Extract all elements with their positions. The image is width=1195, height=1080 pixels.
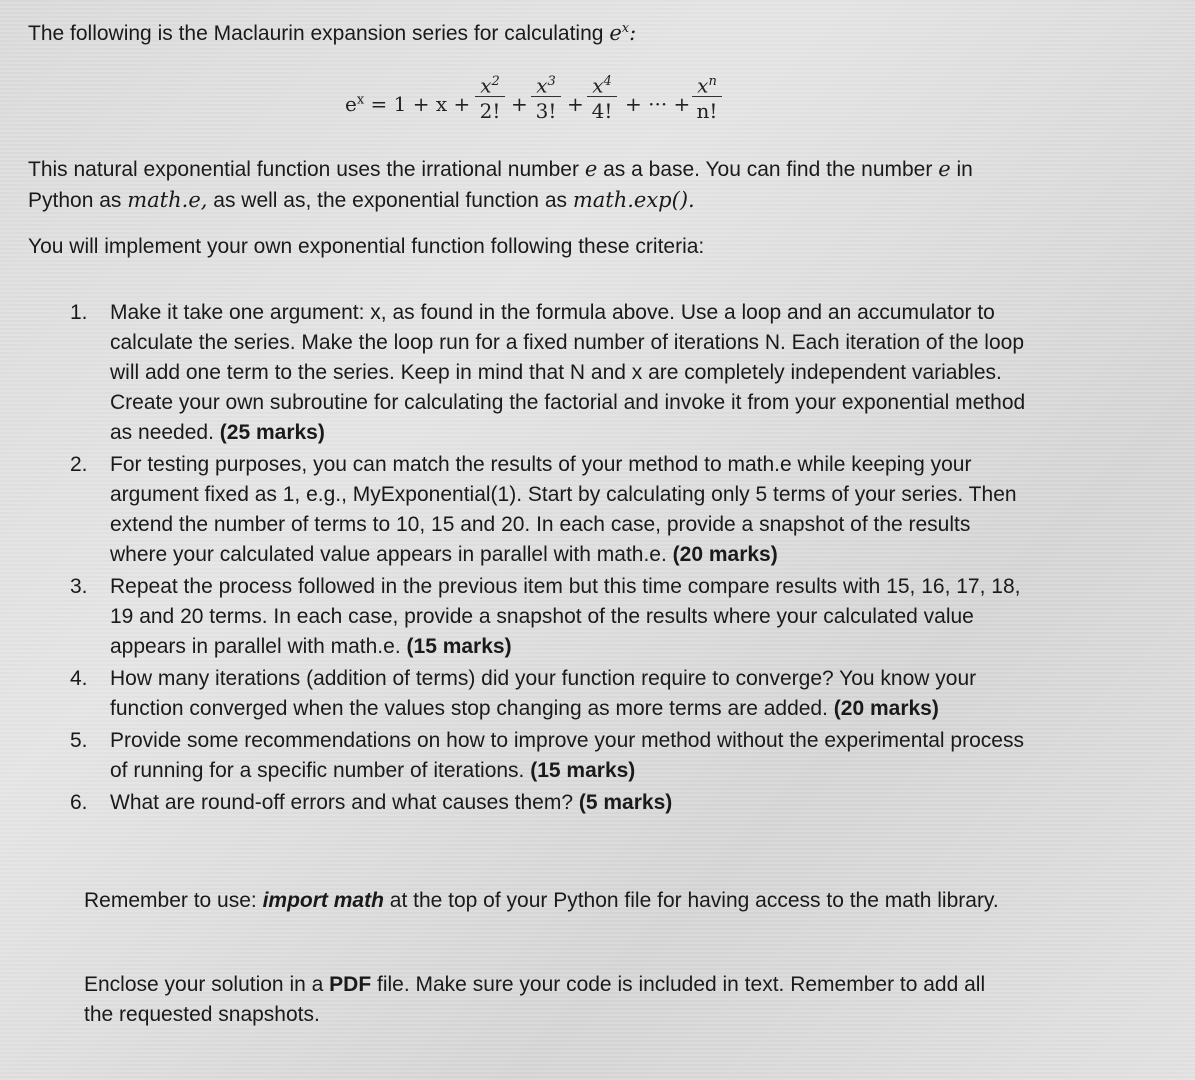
remember-post: at the top of your Python file for having access to the math library.: [389, 889, 999, 912]
desc-part2: as a base. You can find the number: [603, 158, 933, 181]
remember-import: import math: [262, 889, 384, 912]
criteria-number: 3.: [70, 575, 88, 598]
desc-part1: This natural exponential function uses the irrational number: [28, 158, 579, 181]
criteria-marks: (20 marks): [833, 697, 939, 720]
term-3-denominator: 3!: [535, 99, 557, 123]
term-3-numerator: $x^3$: [536, 73, 556, 98]
intro-text: The following is the Maclaurin expansion series for calculating: [28, 22, 604, 45]
intro-line: [28, 14, 636, 49]
criteria-number: 6.: [70, 791, 88, 814]
criteria-item: [70, 726, 1030, 786]
criteria-item: [70, 450, 1030, 570]
criteria-number: 2.: [70, 453, 88, 476]
formula-term-2: [473, 70, 507, 123]
desc-e: e: [584, 157, 598, 181]
criteria-text: Provide some recommendations on how to improve your method without the experimental process of running for a specific number of iterations.: [110, 729, 1024, 782]
intro-expr: $e^x$:: [609, 21, 637, 45]
maclaurin-formula: [345, 70, 745, 140]
criteria-lead: You will implement your own exponential function following these criteria:: [28, 235, 705, 258]
desc-e-2: e: [938, 157, 951, 181]
desc-part4: as well as, the exponential function as: [213, 189, 567, 212]
criteria-text: Repeat the process followed in the previous item but this time compare results with 15, 16, 17, 18, 19 and 20 terms. In each case, provide a snapshot of the results where your calculated value appears in parallel with math.e.: [110, 575, 1021, 658]
enclose-note: [84, 970, 1014, 1030]
desc-math-exp: math.exp().: [572, 188, 695, 212]
enclose-pre: Enclose your solution in a: [84, 973, 324, 996]
term-2-denominator: 2!: [479, 99, 501, 123]
term-4-numerator: $x^4$: [592, 73, 612, 98]
criteria-text: For testing purposes, you can match the results of your method to math.e while keeping your argument fixed as 1, e.g., MyExponential(1). Start by calculating only 5 terms of your series. Then extend the number of terms to 10, 15 and 20. In each case, provide a snapshot of the results where your calculated value appears in parallel with math.e.: [110, 453, 1017, 566]
formula-ellipsis: + ··· +: [625, 92, 691, 116]
formula-term-4: [585, 70, 619, 123]
criteria-number: 1.: [70, 301, 88, 324]
criteria-marks: (15 marks): [406, 635, 512, 658]
enclose-pdf: PDF: [329, 973, 372, 996]
criteria-text: Make it take one argument: x, as found in the formula above. Use a loop and an accumulator to calculate the series. Make the loop run for a fixed number of iterations N. Each iteration of the loop will add one term to the series. Keep in mind that N and x are completely independent variables. Create your own subroutine for calculating the factorial and invoke it from your exponential method as needed.: [110, 301, 1026, 444]
criteria-text: How many iterations (addition of terms) did your function require to converge? You know your function converged when the values stop changing as more terms are added.: [110, 667, 977, 720]
criteria-marks: (15 marks): [530, 759, 636, 782]
term-4-denominator: 4!: [591, 99, 613, 123]
formula-plus-1: +: [511, 92, 528, 116]
desc-part3: in Python as: [28, 158, 973, 212]
formula-term-n: [690, 70, 724, 123]
criteria-marks: (5 marks): [578, 791, 673, 814]
criteria-marks: (25 marks): [219, 421, 325, 444]
remember-note: [84, 886, 1014, 916]
criteria-item: [70, 298, 1030, 448]
term-n-denominator: n!: [696, 99, 718, 123]
formula-lhs: $e^x = 1 + x$ +: [345, 92, 471, 116]
criteria-item: [70, 664, 1030, 724]
description-paragraph: [28, 154, 988, 216]
criteria-list: [70, 298, 1030, 820]
term-n-numerator: $x^n$: [697, 73, 717, 98]
criteria-text: What are round-off errors and what causes them?: [110, 791, 574, 814]
formula-term-3: [529, 70, 563, 123]
criteria-item: [70, 572, 1030, 662]
criteria-item: [70, 788, 1030, 818]
formula-plus-2: +: [567, 92, 584, 116]
enclose-post: file. Make sure your code is included in text. Remember to add all the requested snapshots.: [84, 973, 986, 1026]
remember-pre: Remember to use:: [84, 889, 257, 912]
criteria-number: 4.: [70, 667, 88, 690]
criteria-marks: (20 marks): [672, 543, 778, 566]
term-2-numerator: $x^2$: [480, 73, 500, 98]
criteria-number: 5.: [70, 729, 88, 752]
desc-math-e: math.e,: [127, 188, 208, 212]
